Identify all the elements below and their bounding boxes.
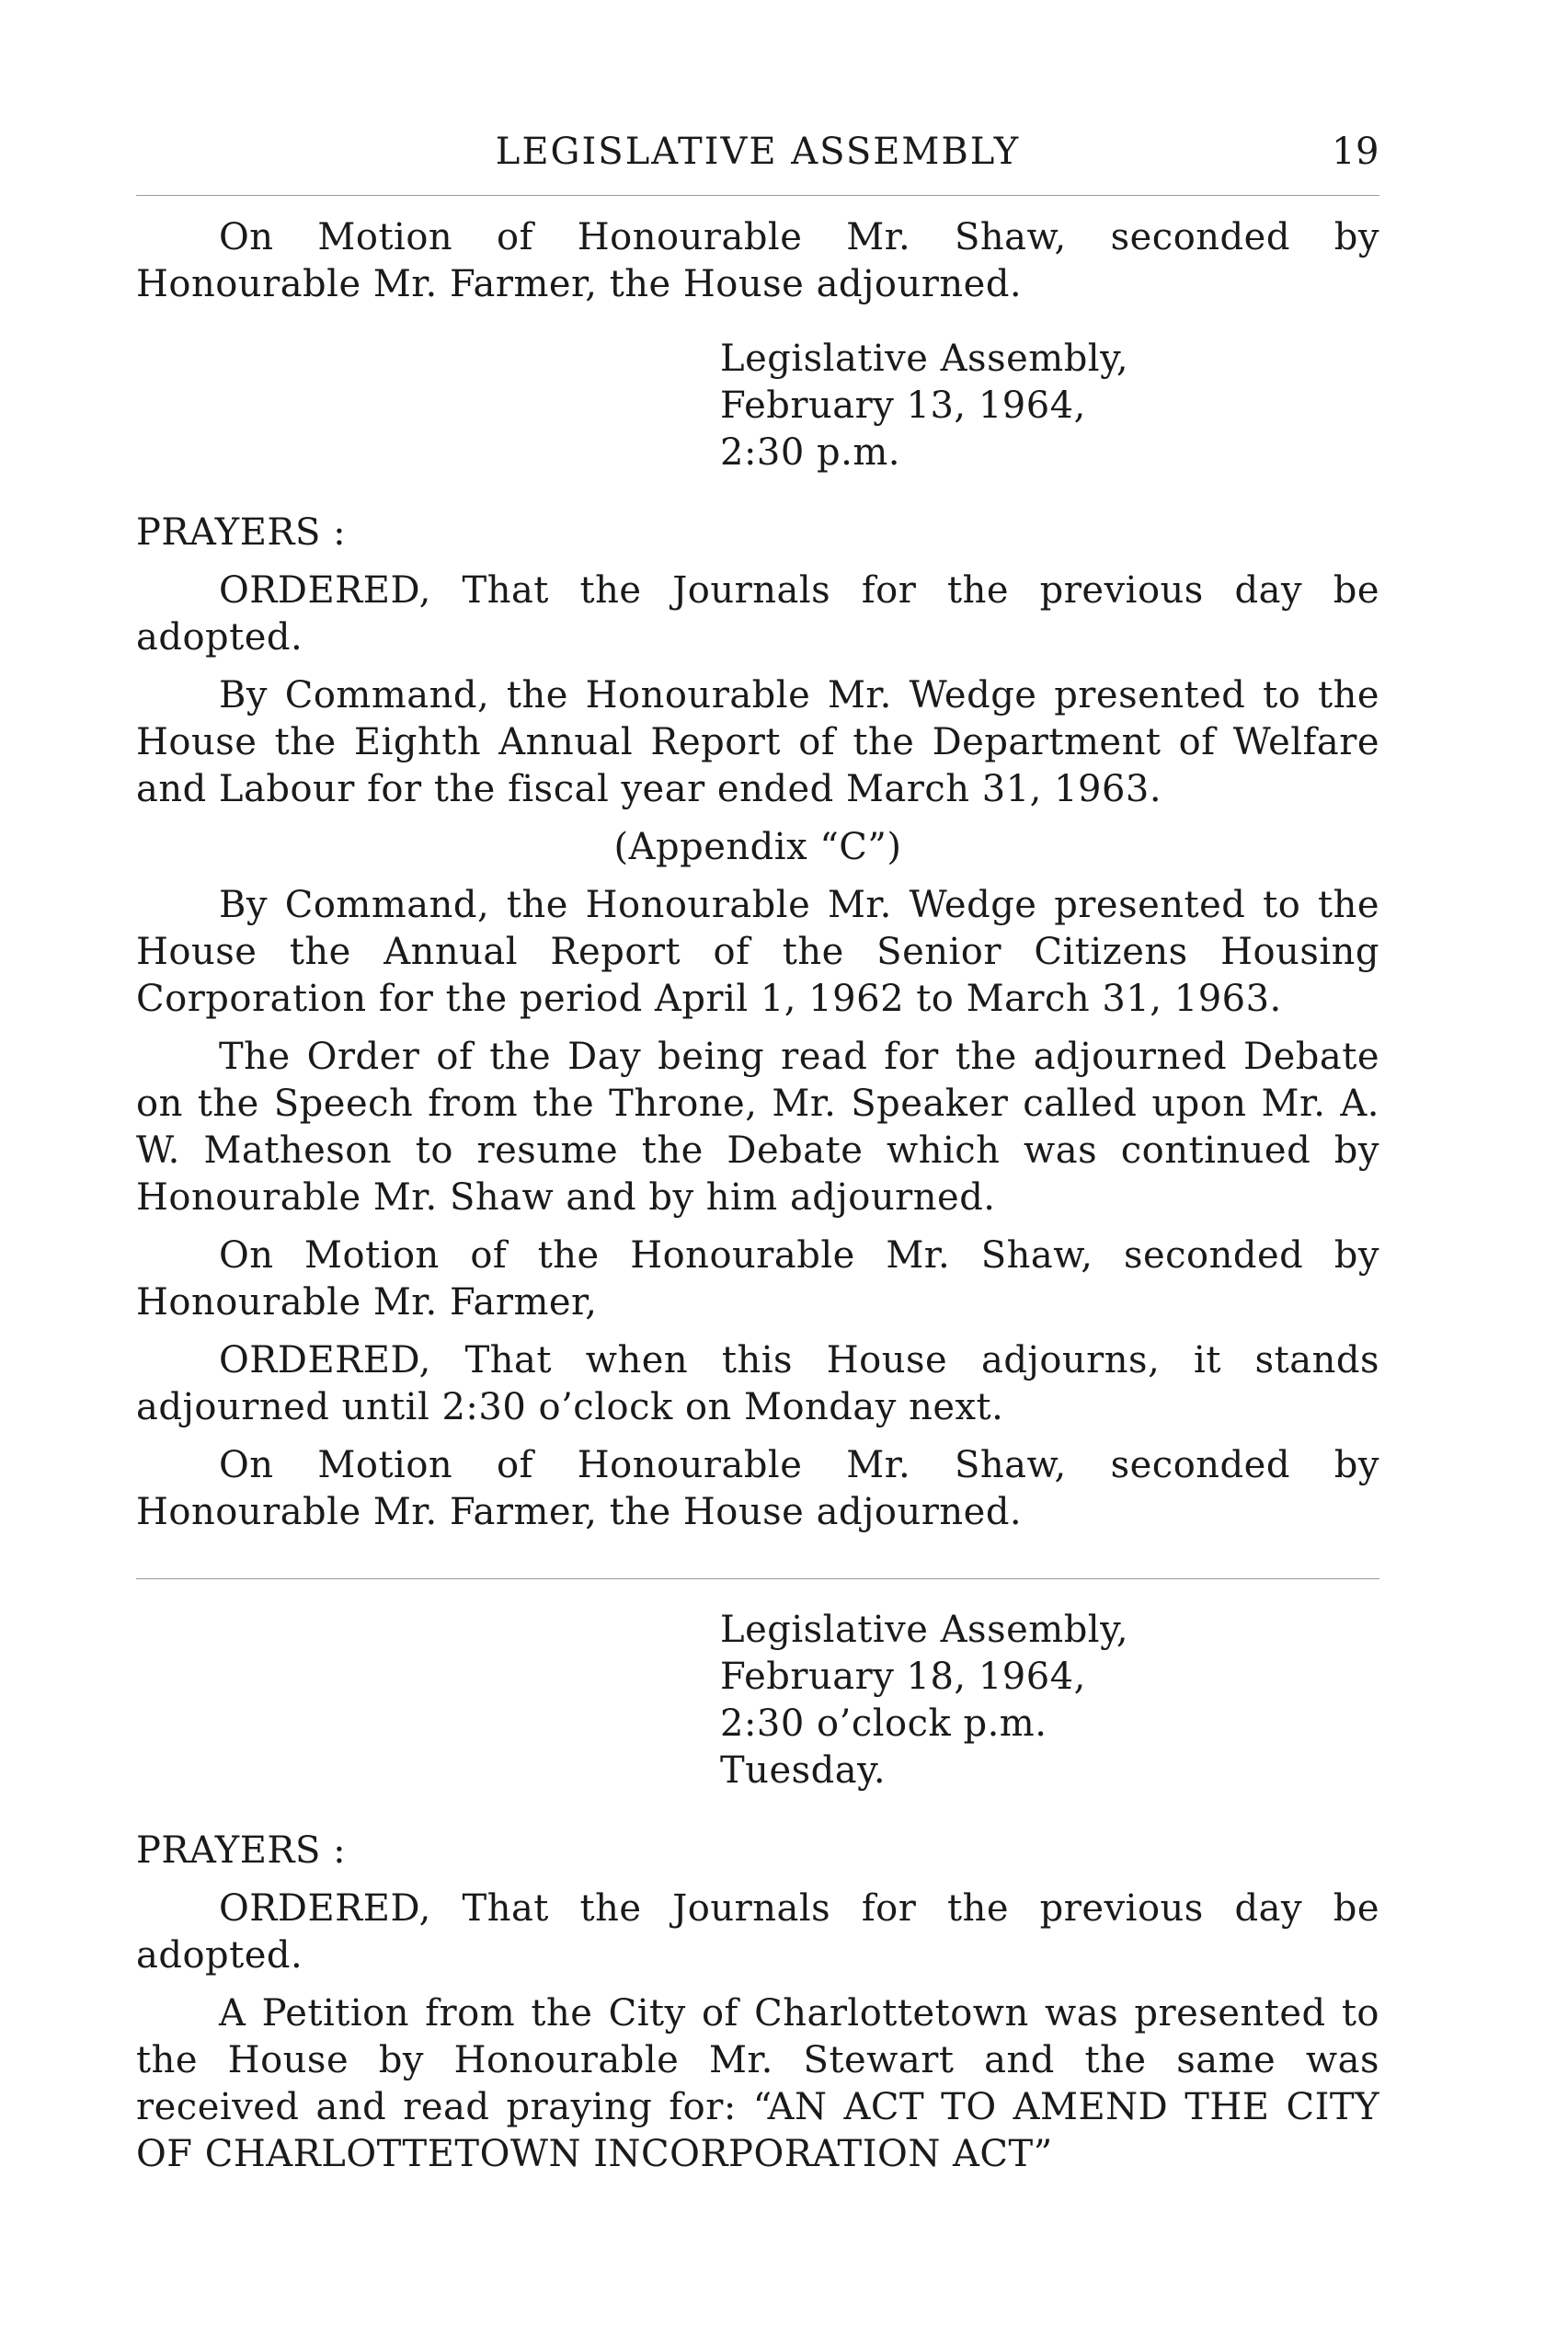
paragraph: A Petition from the City of Charlottetown was presented to the House by Honourable Mr. Stewart and the same was received and read praying for: “AN ACT TO AMEND THE CITY OF CHARLOTTETOWN INCORPORATION ACT” xyxy=(136,1992,1379,2175)
date-line: February 18, 1964, xyxy=(720,1656,1086,1698)
paragraph: By Command, the Honourable Mr. Wedge presented to the House the Eighth Annual Report of the Department of Welfare and Labour for the fiscal year ended March 31, 1963. xyxy=(136,674,1379,810)
date-line: Tuesday. xyxy=(720,1749,887,1792)
sitting-date-feb-13 xyxy=(720,336,1379,476)
date-line: 2:30 p.m. xyxy=(720,431,901,474)
prayers-heading: PRAYERS : xyxy=(136,1829,347,1872)
section-divider xyxy=(136,1578,1379,1579)
sitting-date-feb-18 xyxy=(720,1607,1379,1794)
journal-page xyxy=(136,129,1379,2178)
paragraph: ORDERED, That the Journals for the previous day be adopted. xyxy=(136,569,1379,659)
prayers-heading: PRAYERS : xyxy=(136,511,347,554)
header-rule xyxy=(136,195,1379,196)
page-number: 19 xyxy=(1332,131,1379,173)
date-line: 2:30 o’clock p.m. xyxy=(720,1702,1047,1745)
paragraph: ORDERED, That when this House adjourns, it stands adjourned until 2:30 o’clock on Monday next. xyxy=(136,1339,1379,1428)
paragraph: ORDERED, That the Journals for the previous day be adopted. xyxy=(136,1887,1379,1977)
page-header xyxy=(136,129,1379,184)
paragraph: The Order of the Day being read for the adjourned Debate on the Speech from the Throne, Mr. Speaker called upon Mr. A. W. Matheson to resume the Debate which was continued by Honourable Mr. Shaw and by him adjourned. xyxy=(136,1036,1379,1219)
closing-motion-previous-sitting: On Motion of Honourable Mr. Shaw, seconded by Honourable Mr. Farmer, the House adjourned. xyxy=(136,216,1379,305)
appendix-reference: (Appendix “C”) xyxy=(613,826,902,868)
paragraph: By Command, the Honourable Mr. Wedge presented to the House the Annual Report of the Senior Citizens Housing Corporation for the period April 1, 1962 to March 31, 1963. xyxy=(136,884,1379,1020)
date-line: Legislative Assembly, xyxy=(720,1609,1129,1651)
date-line: Legislative Assembly, xyxy=(720,338,1129,380)
paragraph: On Motion of the Honourable Mr. Shaw, seconded by Honourable Mr. Farmer, xyxy=(136,1234,1379,1324)
paragraph: On Motion of Honourable Mr. Shaw, seconded by Honourable Mr. Farmer, the House adjourned. xyxy=(136,1444,1379,1533)
running-title: LEGISLATIVE ASSEMBLY xyxy=(495,131,1021,173)
date-line: February 13, 1964, xyxy=(720,384,1086,427)
